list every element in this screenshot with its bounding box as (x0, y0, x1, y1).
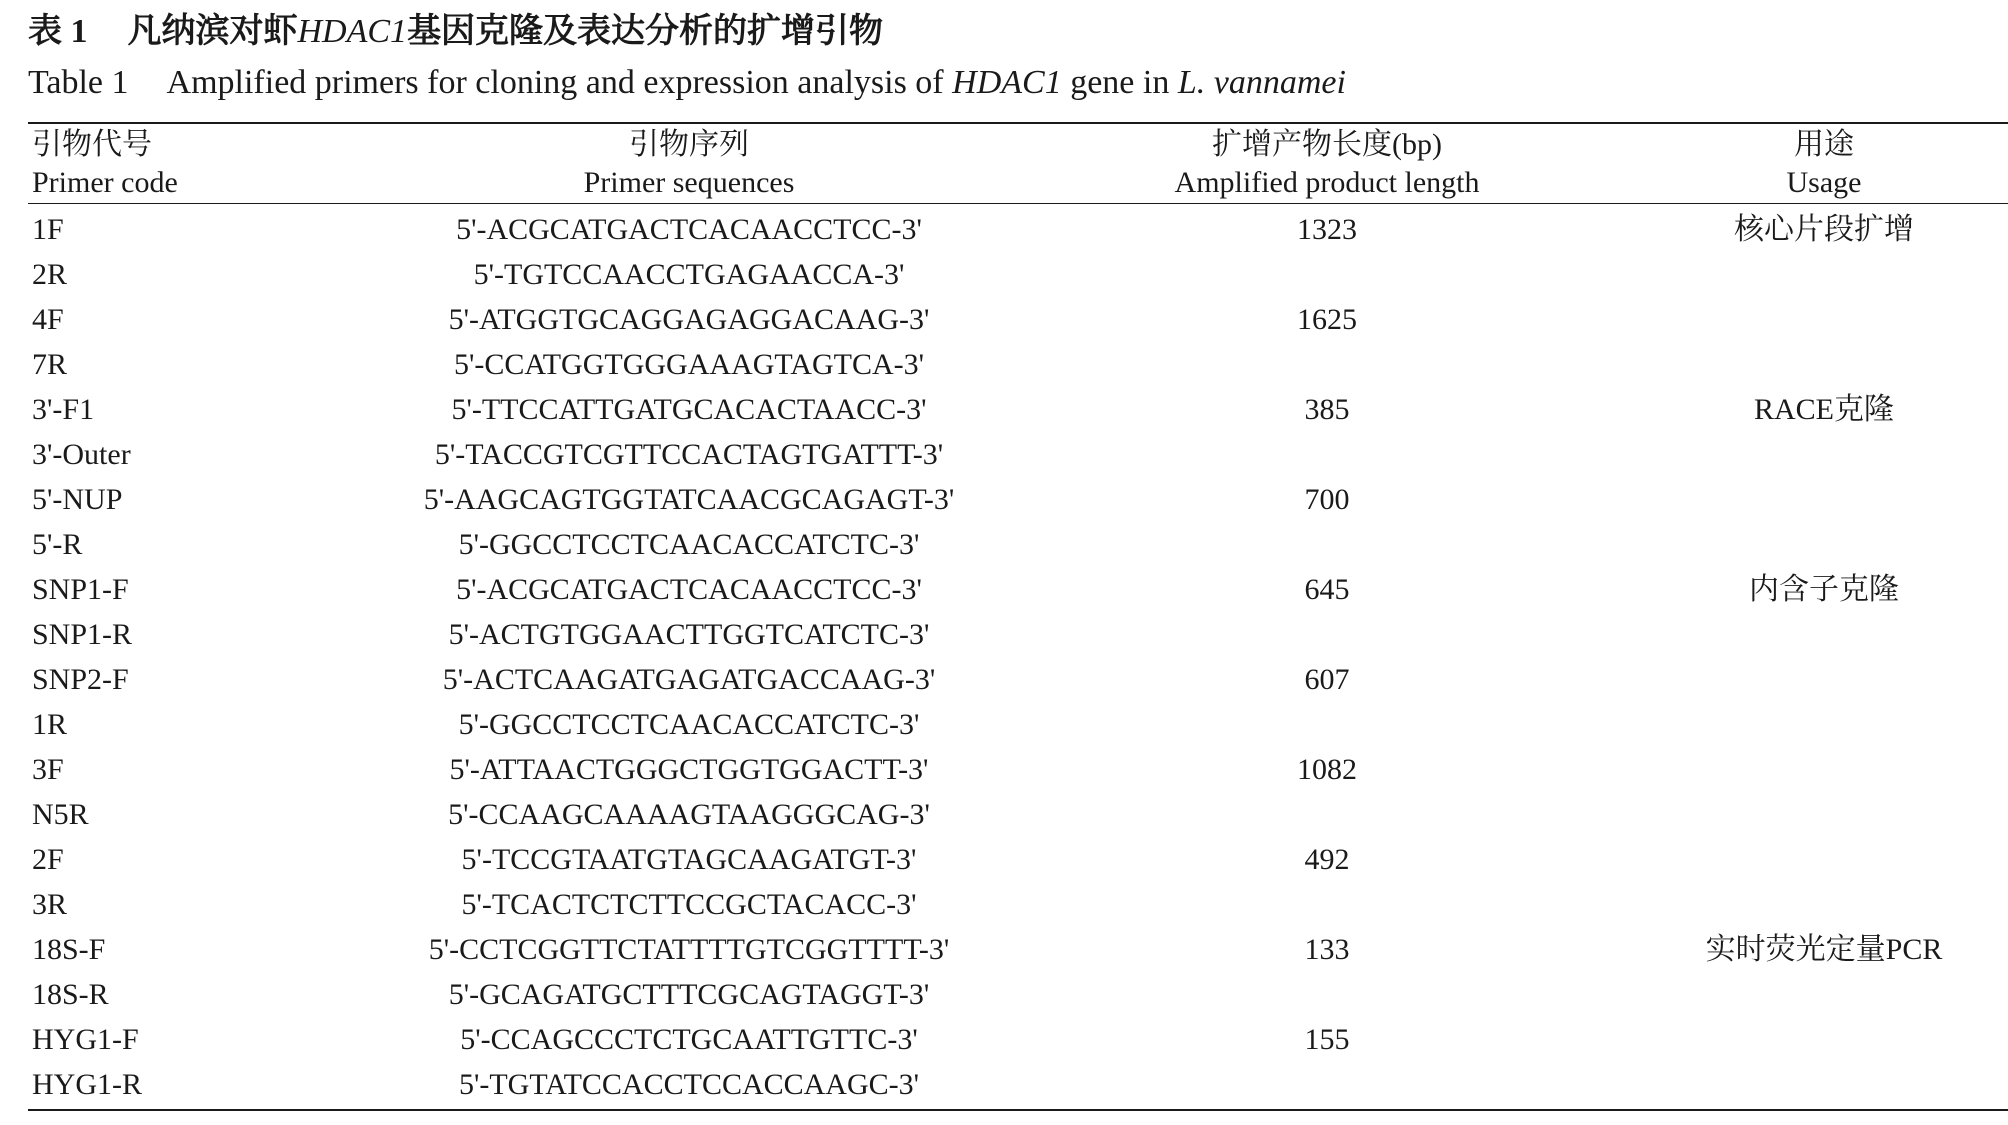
primer-sequence-cell: 5'-GGCCTCCTCAACACCATCTC-3' (458, 708, 920, 741)
primer-code-cell: 3'-Outer (32, 438, 131, 471)
usage-cell (1624, 972, 2008, 1017)
usage-cell (1624, 792, 2008, 837)
primer-sequence-cell: 5'-TGTCCAACCTGAGAACCA-3' (473, 258, 905, 291)
table-row (28, 207, 2008, 252)
primer-sequence-cell: 5'-CCATGGTGGGAAAGTAGTCA-3' (453, 348, 925, 381)
table-row (28, 567, 2008, 612)
primer-code-cell: 5'-NUP (32, 483, 123, 516)
primer-sequence-cell: 5'-GGCCTCCTCAACACCATCTC-3' (458, 528, 920, 561)
usage-cell (1624, 1017, 2008, 1062)
product-length-cell: 1625 (1297, 303, 1357, 336)
primer-sequence-cell: 5'-ACGCATGACTCACAACCTCC-3' (456, 213, 922, 246)
header-cn: 用途 (1794, 128, 1854, 161)
product-length-cell (1177, 252, 1477, 297)
product-length-cell (1177, 522, 1477, 567)
usage-cell (1624, 1062, 2008, 1107)
table-row (28, 477, 2008, 522)
usage-cell (1624, 432, 2008, 477)
primer-code-cell: 3R (32, 888, 68, 921)
caption-en-middle: gene in (1061, 64, 1178, 101)
table-number-en: Table 1 (28, 64, 129, 101)
usage-cell (1624, 252, 2008, 297)
header-en: Amplified product length (1174, 166, 1480, 199)
table-row (28, 252, 2008, 297)
table-row (28, 657, 2008, 702)
table-caption-english (28, 60, 1346, 106)
usage-cell (1624, 612, 2008, 657)
product-length-cell (1177, 972, 1477, 1017)
table-row (28, 882, 2008, 927)
header-cn: 引物序列 (629, 128, 749, 161)
primer-sequence-cell: 5'-TGTATCCACCTCCACCAAGC-3' (458, 1068, 920, 1101)
primer-code-cell: 18S-R (32, 978, 109, 1011)
usage-cell (1624, 882, 2008, 927)
primer-sequence-cell: 5'-TCACTCTCTTCCGCTACACC-3' (461, 888, 917, 921)
table-row (28, 612, 2008, 657)
usage-cell (1624, 657, 2008, 702)
primer-sequence-cell: 5'-AAGCAGTGGTATCAACGCAGAGT-3' (423, 483, 955, 516)
primer-code-cell: 1F (32, 213, 64, 246)
usage-cell: 核心片段扩增 (1734, 213, 1914, 246)
primer-sequence-cell: 5'-ATGGTGCAGGAGAGGACAAG-3' (448, 303, 930, 336)
table-row (28, 837, 2008, 882)
product-length-cell (1177, 702, 1477, 747)
caption-en-prefix: Amplified primers for cloning and expression analysis of (166, 64, 953, 101)
usage-cell (1624, 477, 2008, 522)
product-length-cell: 607 (1304, 663, 1350, 696)
table-row (28, 432, 2008, 477)
header-primer-sequences (489, 126, 889, 202)
table-row (28, 342, 2008, 387)
primer-code-cell: 2R (32, 258, 68, 291)
primer-code-cell: SNP2-F (32, 663, 129, 696)
table-caption-chinese (28, 8, 883, 56)
table-row (28, 792, 2008, 837)
usage-cell (1624, 522, 2008, 567)
primer-code-cell: 5'-R (32, 528, 83, 561)
table-number-cn: 表 1 (28, 13, 88, 50)
header-en: Primer sequences (583, 166, 795, 199)
primer-code-cell: SNP1-R (32, 618, 133, 651)
primer-sequence-cell: 5'-GCAGATGCTTTCGCAGTAGGT-3' (448, 978, 930, 1011)
header-cn: 扩增产物长度(bp) (1212, 128, 1442, 161)
primer-code-cell: N5R (32, 798, 89, 831)
primer-sequence-cell: 5'-TACCGTCGTTCCACTAGTGATTT-3' (434, 438, 944, 471)
usage-cell: 内含子克隆 (1749, 573, 1899, 606)
product-length-cell (1177, 882, 1477, 927)
caption-en-species: L. vannamei (1177, 64, 1346, 101)
table-row (28, 387, 2008, 432)
primer-code-cell: 4F (32, 303, 64, 336)
product-length-cell (1177, 342, 1477, 387)
header-en: Usage (1786, 166, 1862, 199)
table-row (28, 522, 2008, 567)
header-cn: 引物代号 (32, 128, 152, 161)
primer-code-cell: HYG1-R (32, 1068, 142, 1101)
primer-sequence-cell: 5'-ACTCAAGATGAGATGACCAAG-3' (442, 663, 936, 696)
primer-sequence-cell: 5'-ACGCATGACTCACAACCTCC-3' (456, 573, 922, 606)
primer-code-cell: 7R (32, 348, 68, 381)
primer-sequence-cell: 5'-CCTCGGTTCTATTTTGTCGGTTTT-3' (428, 933, 950, 966)
table-row (28, 747, 2008, 792)
product-length-cell: 1082 (1297, 753, 1357, 786)
table-row (28, 1062, 2008, 1107)
primer-sequence-cell: 5'-ATTAACTGGGCTGGTGGACTT-3' (449, 753, 929, 786)
product-length-cell: 700 (1304, 483, 1350, 516)
table-row (28, 702, 2008, 747)
usage-cell: 实时荧光定量PCR (1705, 933, 1943, 966)
product-length-cell (1177, 792, 1477, 837)
usage-cell (1624, 702, 2008, 747)
primer-code-cell: 18S-F (32, 933, 106, 966)
primer-sequence-cell: 5'-CCAAGCAAAAGTAAGGGCAG-3' (448, 798, 930, 831)
header-product-length (1057, 126, 1597, 202)
header-primer-code (32, 126, 178, 202)
table-row (28, 972, 2008, 1017)
primer-sequence-cell: 5'-ACTGTGGAACTTGGTCATCTC-3' (448, 618, 930, 651)
primer-sequence-cell: 5'-CCAGCCCTCTGCAATTGTTC-3' (460, 1023, 918, 1056)
table-top-rule (28, 122, 2008, 124)
table-header-rule (28, 203, 2008, 204)
header-en: Primer code (32, 166, 178, 199)
table-row (28, 1017, 2008, 1062)
usage-cell (1624, 747, 2008, 792)
product-length-cell: 133 (1304, 933, 1350, 966)
primer-code-cell: 3F (32, 753, 64, 786)
primer-code-cell: 3'-F1 (32, 393, 95, 426)
table-bottom-rule (28, 1109, 2008, 1111)
primer-code-cell: 1R (32, 708, 68, 741)
table-header-row (28, 126, 2008, 202)
primer-sequence-cell: 5'-TTCCATTGATGCACACTAACC-3' (451, 393, 927, 426)
caption-cn-suffix: 基因克隆及表达分析的扩增引物 (407, 13, 884, 50)
product-length-cell (1177, 1062, 1477, 1107)
product-length-cell: 385 (1304, 393, 1350, 426)
product-length-cell: 492 (1304, 843, 1350, 876)
usage-cell (1624, 837, 2008, 882)
caption-cn-prefix: 凡纳滨对虾 (127, 13, 298, 50)
usage-cell: RACE克隆 (1753, 393, 1894, 426)
primer-sequence-cell: 5'-TCCGTAATGTAGCAAGATGT-3' (461, 843, 917, 876)
usage-cell (1624, 342, 2008, 387)
product-length-cell: 1323 (1297, 213, 1357, 246)
product-length-cell: 155 (1304, 1023, 1350, 1056)
caption-cn-gene: HDAC1 (297, 13, 408, 50)
primer-code-cell: 2F (32, 843, 64, 876)
product-length-cell: 645 (1304, 573, 1350, 606)
table-row (28, 927, 2008, 972)
usage-cell (1624, 297, 2008, 342)
header-usage (1624, 126, 2008, 202)
primer-code-cell: HYG1-F (32, 1023, 139, 1056)
primer-code-cell: SNP1-F (32, 573, 129, 606)
product-length-cell (1177, 432, 1477, 477)
table-row (28, 297, 2008, 342)
table-body (28, 207, 2008, 1107)
product-length-cell (1177, 612, 1477, 657)
caption-en-gene: HDAC1 (952, 64, 1062, 101)
